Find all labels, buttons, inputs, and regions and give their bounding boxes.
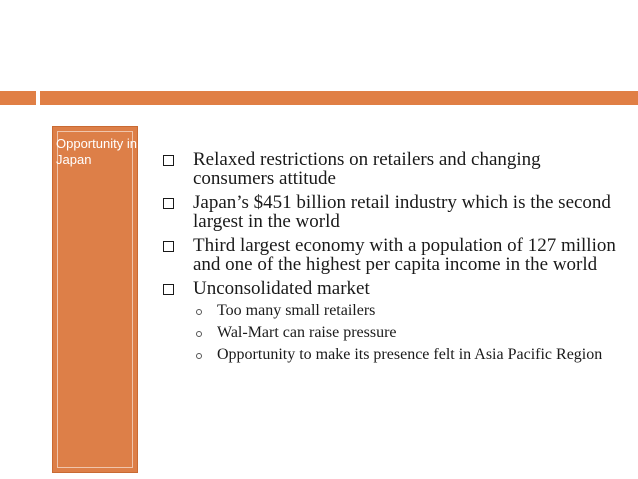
sub-bullet-text: Wal-Mart can raise pressure — [217, 324, 397, 341]
bullet-text: Relaxed restrictions on retailers and changing consumers attitude — [193, 149, 541, 189]
section-label: Opportunity in Japan — [56, 136, 137, 167]
slide-content — [163, 150, 623, 369]
square-bullet-icon — [163, 241, 174, 252]
sub-bullet-text: Opportunity to make its presence felt in Asia Pacific Region — [217, 346, 603, 363]
sub-bullet-list — [196, 303, 623, 363]
bullet-item — [163, 279, 623, 298]
header-accent-bar-small — [0, 91, 36, 105]
circle-bullet-icon — [196, 353, 202, 359]
sub-bullet-text: Too many small retailers — [217, 302, 376, 319]
circle-bullet-icon — [196, 331, 202, 337]
bullet-text: Unconsolidated market — [193, 278, 370, 299]
sub-bullet-item — [196, 303, 623, 319]
square-bullet-icon — [163, 198, 174, 209]
circle-bullet-icon — [196, 309, 202, 315]
bullet-item — [163, 193, 623, 231]
square-bullet-icon — [163, 284, 174, 295]
bullet-item — [163, 150, 623, 188]
sub-bullet-item — [196, 347, 623, 363]
sub-bullet-item — [196, 325, 623, 341]
square-bullet-icon — [163, 155, 174, 166]
bullet-item — [163, 236, 623, 274]
header-accent-bar — [40, 91, 638, 105]
bullet-text: Third largest economy with a population of 127 million and one of the highest per capita income in the world — [193, 235, 616, 275]
section-label-box — [52, 126, 138, 473]
bullet-text: Japan’s $451 billion retail industry which is the second largest in the world — [193, 192, 611, 232]
